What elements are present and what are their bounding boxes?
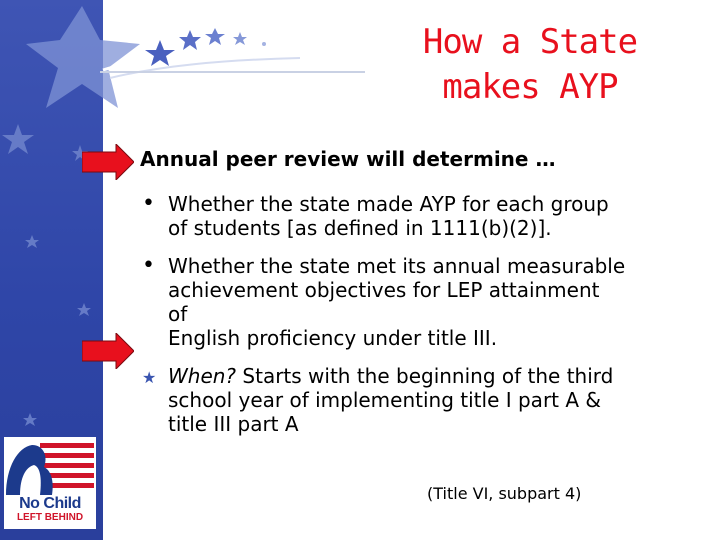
- star-swoosh-decoration: [0, 0, 370, 140]
- bullet-dot-icon: •: [142, 191, 155, 216]
- bullet-line: achievement objectives for LEP attainment: [168, 278, 600, 302]
- title-line-2: makes AYP: [442, 67, 618, 107]
- bullet-dot-icon: •: [142, 253, 155, 278]
- bullet-line: of: [168, 302, 188, 326]
- star-icon: [233, 32, 247, 45]
- star-icon: [26, 6, 140, 108]
- star-bullet-icon: ★: [142, 368, 157, 387]
- bullet-line: Whether the state met its annual measurable: [168, 254, 626, 278]
- bullet-line: title III part A: [168, 412, 299, 436]
- red-arrow-icon: [82, 144, 134, 180]
- bullet-line: Whether the state made AYP for each group: [168, 192, 609, 216]
- bullet-item: [140, 364, 700, 436]
- title-line-1: How a State: [422, 22, 638, 62]
- logo-wordmark: No Child: [19, 495, 81, 512]
- bullet-line: of students [as defined in 1111(b)(2)].: [168, 216, 552, 240]
- bullet-line: school year of implementing title I part A &: [168, 388, 601, 412]
- star-icon: [77, 303, 91, 316]
- star-icon: [179, 30, 201, 50]
- bullet-item: [140, 192, 700, 240]
- citation: (Title VI, subpart 4): [427, 484, 582, 503]
- bullet-line: Starts with the beginning of the third: [236, 364, 614, 388]
- red-arrow-icon: [82, 333, 134, 369]
- slide-body: [140, 146, 700, 450]
- star-icon: [205, 28, 225, 45]
- bullet-line: English proficiency under title III.: [168, 326, 498, 350]
- star-icon: [25, 235, 39, 248]
- logo-tagline: LEFT BEHIND: [16, 512, 84, 523]
- body-heading: Annual peer review will determine …: [140, 147, 556, 171]
- star-icon: [145, 40, 175, 66]
- bullet-item: [140, 254, 700, 350]
- title-divider: [100, 71, 365, 73]
- slide-title: [385, 20, 675, 110]
- flag-icon: [4, 437, 96, 497]
- star-icon: [23, 413, 37, 426]
- when-label: When?: [168, 364, 237, 388]
